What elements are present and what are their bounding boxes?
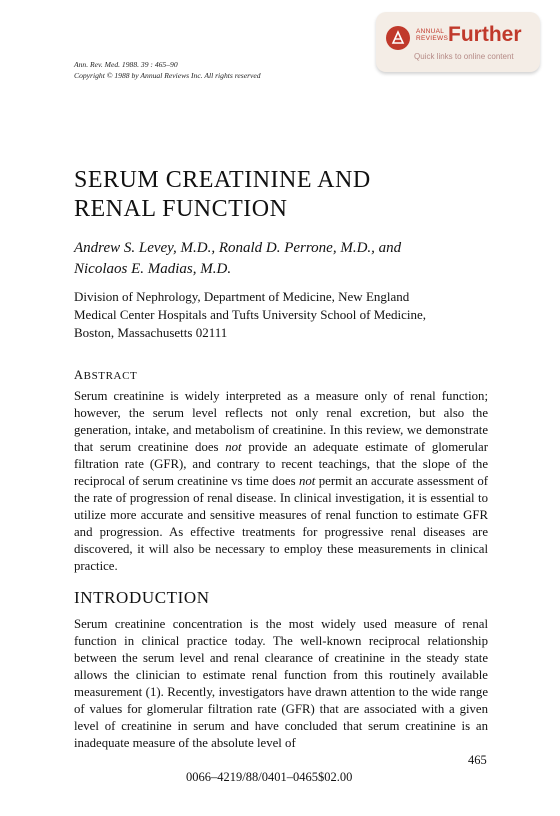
title-line-2: RENAL FUNCTION <box>74 196 288 222</box>
banner-subtitle[interactable]: Quick links to online content <box>414 52 514 61</box>
abstract-text-part-2: provide an adequate estimate of glomerular filtration rate (GFR), and contrary to recent teachings, that the slope of the reciprocal of serum creatinine vs time does <box>74 440 488 488</box>
article-title <box>74 166 494 224</box>
abstract-emphasis-not-1: not <box>225 440 242 454</box>
abstract-emphasis-not-2: not <box>298 474 316 488</box>
page-number: 465 <box>468 753 487 767</box>
banner-reviews-label: REVIEWS <box>416 35 449 42</box>
title-line-1: SERUM CREATININE AND <box>74 167 371 193</box>
affiliation-line-1: Division of Nephrology, Department of Medicine, New England <box>74 289 410 304</box>
journal-citation <box>74 59 261 81</box>
abstract-text-part-1: Serum creatinine is widely interpreted as a measure only of renal function; however, the serum level reflects not only renal excretion, but also the generation, intake, and metabolism of creatinine. In this review, we demonstrate that serum creatinine does <box>74 389 488 454</box>
affiliation-line-3: Boston, Massachusetts 02111 <box>74 325 228 340</box>
citation-line-2: Copyright © 1988 by Annual Reviews Inc. All rights reserved <box>74 71 261 80</box>
article-code-line: 0066–4219/88/0401–0465$02.00 <box>186 770 353 784</box>
abstract-paragraph <box>74 388 488 575</box>
abstract-heading <box>74 368 137 383</box>
banner-annual-reviews <box>416 28 449 42</box>
annual-reviews-logo-icon <box>386 26 410 50</box>
authors-line-1: Andrew S. Levey, M.D., Ronald D. Perrone, M.D., and <box>74 240 402 256</box>
affiliation-line-2: Medical Center Hospitals and Tufts University School of Medicine, <box>74 307 427 322</box>
introduction-heading: INTRODUCTION <box>74 588 210 607</box>
banner-annual-label: ANNUAL <box>416 28 445 35</box>
authors-line-2: Nicolaos E. Madias, M.D. <box>74 261 232 277</box>
abstract-text-part-3: permit an accurate assessment of the rate of progression of renal disease. In clinical investigation, it is essential to utilize more accurate and sensitive measures of renal function to estimate GFR and progression. As effective treatments for progressive renal diseases are discovered, it will also be necessary to employ these measurements in clinical practice. <box>74 474 488 573</box>
abstract-heading-rest: BSTRACT <box>83 370 138 382</box>
citation-line-1: Ann. Rev. Med. 1988. 39 : 465–90 <box>74 60 178 69</box>
further-banner[interactable] <box>376 12 540 72</box>
introduction-paragraph: Serum creatinine concentration is the most widely used measure of renal function in clinical practice today. The well-known reciprocal relationship between the serum level and renal clearance of creatinine in the steady state allows the clinician to estimate renal function from this routinely available measurement (1). Recently, investigators have drawn attention to the wide range of values for glomerular filtration rate (GFR) that are associated with a given level of creatinine in serum and have concluded that serum creatinine is an inadequate measure of the absolute level of <box>74 617 488 750</box>
abstract-heading-initial: A <box>74 368 84 382</box>
author-list <box>74 238 494 280</box>
author-affiliation <box>74 288 494 342</box>
banner-further-label[interactable]: Further <box>448 23 522 46</box>
